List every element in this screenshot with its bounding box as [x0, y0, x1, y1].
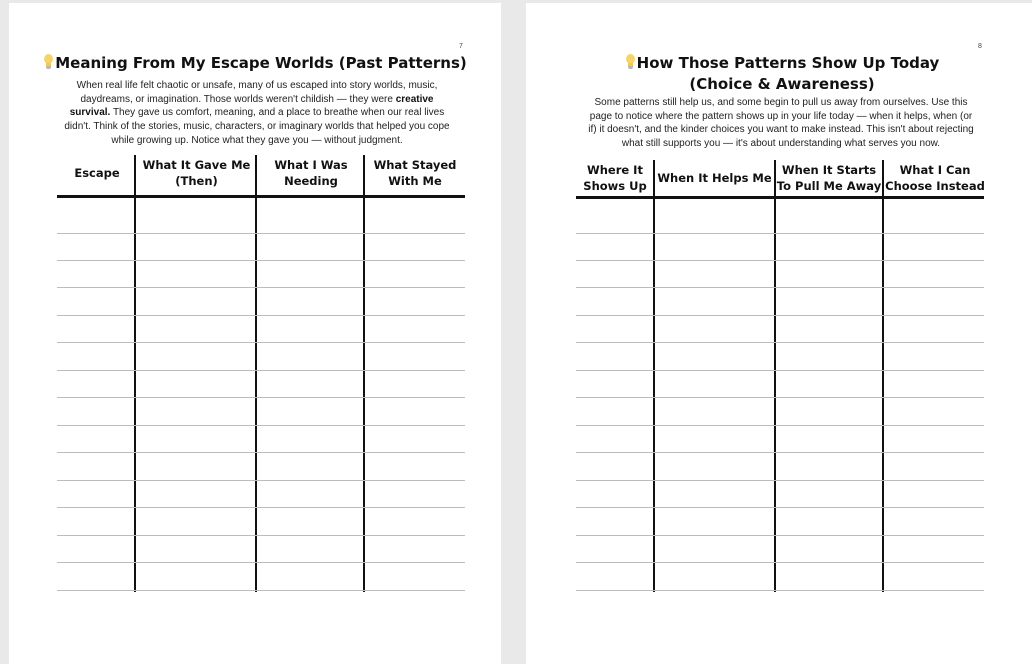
- column-divider: [653, 160, 655, 592]
- page-title: How Those Patterns Show Up Today (Choice & Awareness): [526, 53, 1032, 95]
- column-divider: [774, 160, 776, 592]
- row-line: [576, 397, 984, 398]
- page-title: Meaning From My Escape Worlds (Past Patterns): [9, 53, 501, 73]
- row-line: [576, 233, 984, 234]
- lightbulb-icon: [43, 53, 53, 70]
- row-line: [576, 507, 984, 508]
- page-number: 7: [459, 43, 463, 50]
- row-line: [57, 315, 465, 316]
- row-line: [576, 260, 984, 261]
- column-header: What It Gave Me (Then): [142, 158, 251, 188]
- row-line: [576, 535, 984, 536]
- column-divider: [134, 155, 136, 592]
- row-line: [57, 562, 465, 563]
- row-line: [57, 507, 465, 508]
- column-header: Where It Shows Up: [583, 163, 647, 193]
- column-divider: [363, 155, 365, 592]
- column-divider: [882, 160, 884, 592]
- intro-text: When real life felt chaotic or unsafe, many of us escaped into story worlds, music, daydreams, or imagination. Those worlds weren't childish — they were creative survival. They gave us comfort, meaning, and a place to breathe when our real lives didn't. Think of the stories, music, characters, or imaginary worlds that helped you cope while growing up. Notice what they gave you — without judgment.: [64, 80, 450, 146]
- row-line: [576, 370, 984, 371]
- row-line: [576, 590, 984, 591]
- column-header: What I Can Choose Instead: [885, 163, 985, 193]
- column-header: What Stayed With Me: [373, 158, 457, 188]
- row-line: [57, 480, 465, 481]
- row-line: [57, 342, 465, 343]
- row-line: [57, 287, 465, 288]
- worksheet-page-left: [9, 3, 501, 664]
- row-line: [57, 260, 465, 261]
- row-line: [576, 315, 984, 316]
- row-line: [57, 397, 465, 398]
- row-line: [576, 562, 984, 563]
- column-header: When It Starts To Pull Me Away: [776, 163, 882, 193]
- column-header: When It Helps Me: [657, 171, 772, 185]
- header-rule: [576, 196, 984, 199]
- row-line: [576, 342, 984, 343]
- row-line: [57, 590, 465, 591]
- row-line: [576, 287, 984, 288]
- row-line: [57, 233, 465, 234]
- column-header: What I Was Needing: [274, 158, 348, 188]
- column-divider: [255, 155, 257, 592]
- row-line: [576, 452, 984, 453]
- intro-text: Some patterns still help us, and some begin to pull us away from ourselves. Use this page to notice where the pattern shows up in your life today — when it helps, when (or if) it doesn't, and the kinder choices you want to make instead. This isn't about rejecting what still supports you — it's about understanding what serves you now.: [588, 97, 974, 150]
- worksheet-page-right: [526, 3, 1032, 664]
- row-line: [576, 480, 984, 481]
- lightbulb-icon: [625, 53, 635, 70]
- row-line: [57, 452, 465, 453]
- page-number: 8: [978, 43, 982, 50]
- row-line: [57, 370, 465, 371]
- header-rule: [57, 195, 465, 198]
- row-line: [57, 425, 465, 426]
- row-line: [576, 425, 984, 426]
- row-line: [57, 535, 465, 536]
- column-header: Escape: [74, 166, 120, 180]
